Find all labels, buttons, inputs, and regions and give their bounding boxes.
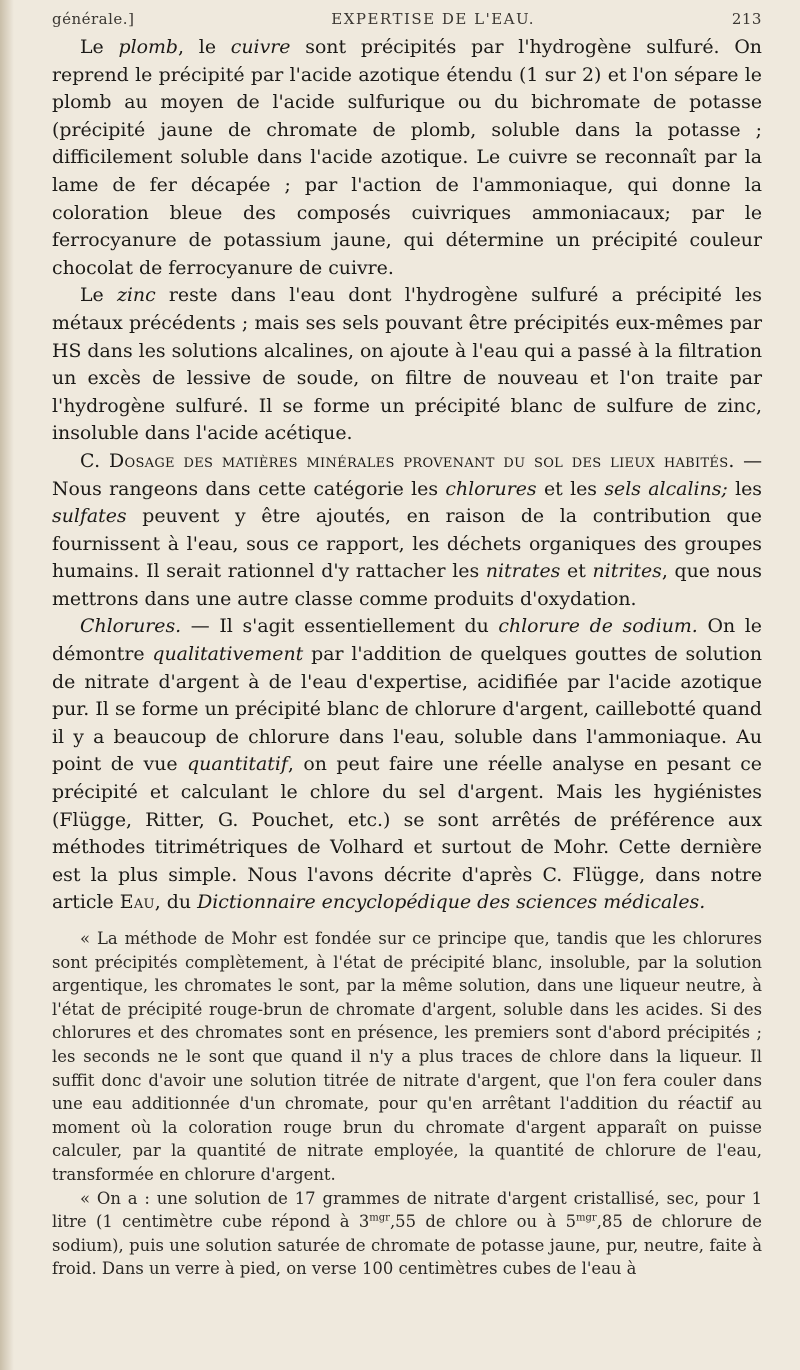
- running-head: [52, 10, 762, 34]
- paragraph-zinc: Le zinc reste dans l'eau dont l'hydrogène sulfuré a précipité les métaux précédents ; mais ses sels pouvant être précipités eux-mêmes par HS dans les solutions alcalines, on ajoute à l'eau qui a passé à la filtration un excès de lessive de soude, on filtre de nouveau et l'on traite par l'hydrogène sulfuré. Il se forme un précipité blanc de sulfure de zinc, insoluble dans l'acide acétique.: [52, 284, 762, 445]
- running-head-title: EXPERTISE DE L'EAU.: [331, 10, 536, 28]
- book-page: [52, 10, 762, 1281]
- quoted-method: [52, 927, 762, 1281]
- paragraph-section-c: C. Dosage des matières minérales provenant du sol des lieux habités. — Nous rangeons dans cette catégorie les chlorures et les sels alcalins; les sulfates peuvent y être ajoutés, en raison de la contribution que fournissent à l'eau, sous ce rapport, les déchets organiques des groupes humains. Il serait rationnel d'y rattacher les nitrates et nitrites, que nous mettrons dans une autre classe comme produits d'oxydation.: [52, 449, 763, 610]
- paragraph-plomb-cuivre: Le plomb, le cuivre sont précipités par l'hydrogène sulfuré. On reprend le précipité par l'acide azotique étendu (1 sur 2) et l'on sépare le plomb au moyen de l'acide sulfurique ou du bichromate de potasse (précipité jaune de chromate de plomb, soluble dans la potasse ; difficilement soluble dans l'acide azotique. Le cuivre se reconnaît par la lame de fer décapée ; par l'action de l'ammoniaque, qui donne la coloration bleue des composés cuivriques ammoniacaux; par le ferrocyanure de potassium jaune, qui détermine un précipité couleur chocolat de ferrocyanure de cuivre.: [52, 36, 762, 279]
- quote-paragraph-mohr: « La méthode de Mohr est fondée sur ce principe que, tandis que les chlorures sont précipités complètement, à l'état de précipité blanc, insoluble, par la solution argentique, les chromates le sont, par la même solution, dans une liqueur neutre, à l'état de précipité rouge-brun de chromate d'argent, soluble dans les acides. Si des chlorures et des chromates sont en présence, les premiers sont d'abord précipités ; les seconds ne le sont que quand il n'y a plus traces de chlore dans la liqueur. Il suffit donc d'avoir une solution titrée de nitrate d'argent, que l'on fera couler dans une eau additionnée d'un chromate, pour qu'en arrêtant l'addition du réactif au moment où la coloration rouge brun du chromate d'argent apparaît on puisse calculer, par la quantité de nitrate employée, la quantité de chlorure de l'eau, transformée en chlorure d'argent.: [52, 929, 762, 1184]
- quote-paragraph-solution: « On a : une solution de 17 grammes de nitrate d'argent cristallisé, sec, pour 1 litre (1 centimètre cube répond à $3^{mgr},55$ de chlore ou à $5^{mgr},85$ de chlorure de sodium), puis une solution saturée de chromate de potasse jaune, pur, neutre, faite à froid. Dans un verre à pied, on verse 100 centimètres cubes de l'eau à: [52, 1188, 762, 1279]
- page-number: 213: [731, 10, 762, 28]
- section-heading: C. Dosage des matières minérales provenant du sol des lieux habités.: [80, 449, 735, 472]
- main-text: [52, 34, 762, 917]
- page-edge-shadow: [0, 0, 14, 1370]
- paragraph-chlorures: Chlorures. — Il s'agit essentiellement du chlorure de sodium. On le démontre qualitativement par l'addition de quelques gouttes de solution de nitrate d'argent à de l'eau d'expertise, acidifiée par l'acide azotique pur. Il se forme un précipité blanc de chlorure d'argent, caillebotté quand il y a beaucoup de chlorure dans l'eau, soluble dans l'ammoniaque. Au point de vue quantitatif, on peut faire une réelle analyse en pesant ce précipité et calculant le chlore du sel d'argent. Mais les hygiénistes (Flügge, Ritter, G. Pouchet, etc.) se sont arrêtés de préférence aux méthodes titrimétriques de Volhard et surtout de Mohr. Cette dernière est la plus simple. Nous l'avons décrite d'après C. Flügge, dans notre article Eau, du Dictionnaire encyclopédique des sciences médicales.: [52, 615, 763, 914]
- running-head-left: générale.]: [52, 10, 135, 28]
